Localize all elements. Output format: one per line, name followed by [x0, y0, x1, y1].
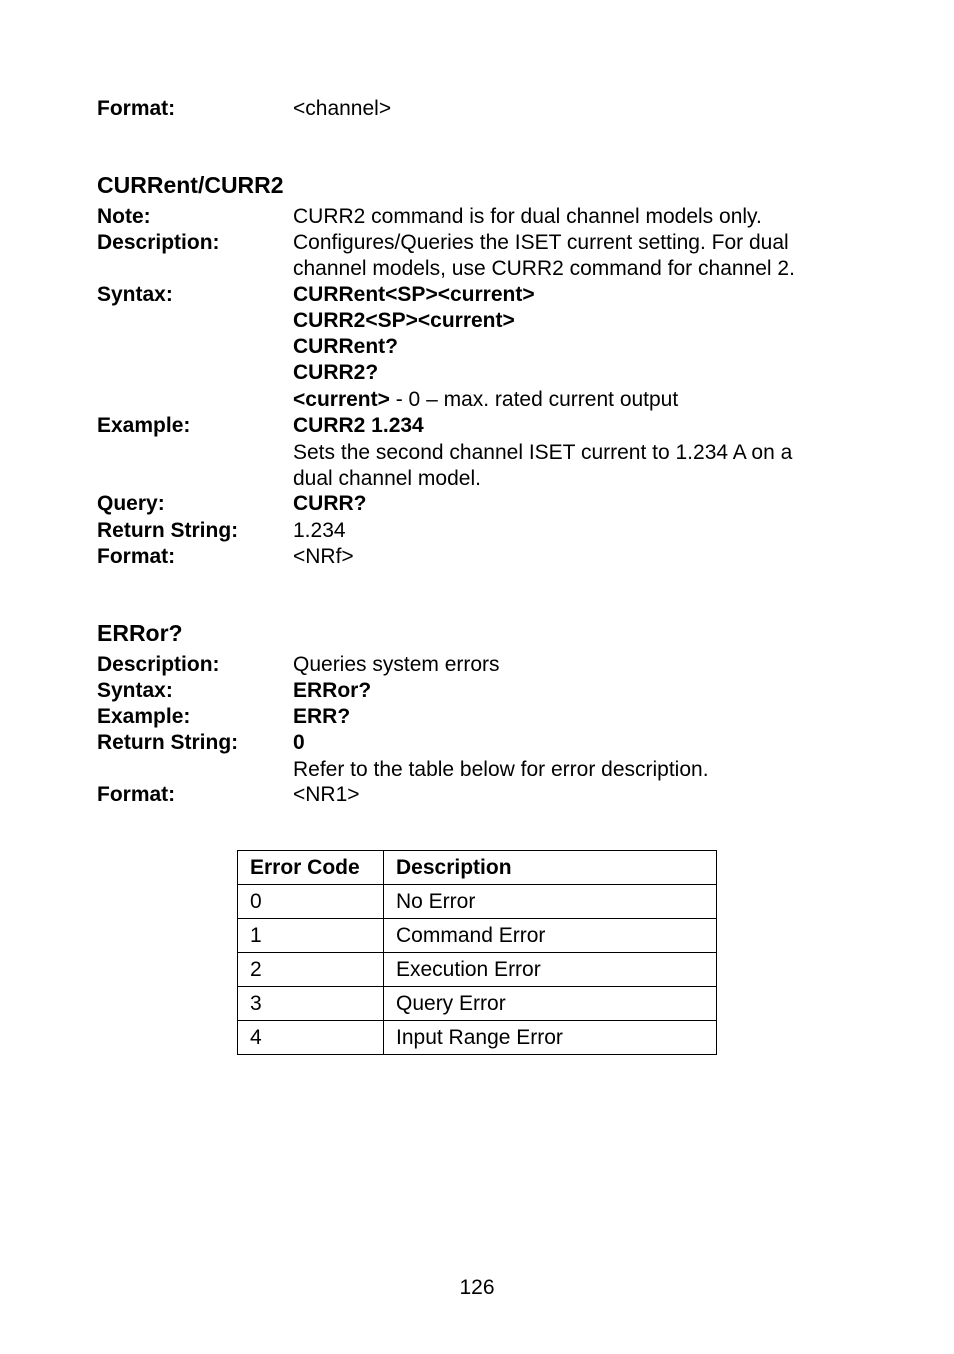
- format-label: Format:: [97, 783, 176, 806]
- description-text-2: channel models, use CURR2 command for channel 2.: [293, 257, 795, 280]
- table-header-row: [238, 851, 717, 885]
- return-string-label: Return String:: [97, 519, 239, 542]
- description-row-2: [97, 256, 877, 282]
- example-command: CURR2 1.234: [293, 414, 424, 437]
- query-row: [97, 491, 877, 517]
- error-description-cell: Query Error: [384, 987, 717, 1021]
- example-row: [97, 704, 877, 730]
- note-text: CURR2 command is for dual channel models only.: [293, 205, 762, 228]
- example-row: [97, 413, 877, 439]
- error-code-cell: 1: [238, 919, 384, 953]
- syntax-label: Syntax:: [97, 283, 173, 306]
- example-description-2: dual channel model.: [293, 467, 481, 490]
- parameter-description: - 0 – max. rated current output: [389, 388, 679, 411]
- note-row: [97, 204, 877, 230]
- syntax-command: CURR2?: [293, 361, 379, 384]
- format-value: <NRf>: [293, 545, 354, 568]
- column-header-description: Description: [384, 851, 717, 885]
- description-label: Description:: [97, 231, 220, 254]
- syntax-command: CURRent?: [293, 335, 398, 358]
- example-description-row: [97, 440, 877, 466]
- description-row: [97, 652, 877, 678]
- error-description-cell: No Error: [384, 885, 717, 919]
- syntax-row: [97, 678, 877, 704]
- syntax-row: [97, 334, 877, 360]
- error-description-cell: Input Range Error: [384, 1021, 717, 1055]
- format-value: <channel>: [293, 97, 392, 120]
- return-string-note: Refer to the table below for error description.: [293, 758, 709, 781]
- parameter-row: [97, 387, 877, 413]
- format-label: Format:: [97, 545, 176, 568]
- page-number: 126: [459, 1276, 495, 1299]
- description-text-1: Configures/Queries the ISET current setting. For dual: [293, 231, 789, 254]
- syntax-command: CURR2<SP><current>: [293, 309, 515, 332]
- return-string-label: Return String:: [97, 731, 239, 754]
- section-title-current: CURRent/CURR2: [97, 172, 284, 198]
- syntax-row: [97, 360, 877, 386]
- syntax-label: Syntax:: [97, 679, 173, 702]
- error-code-cell: 4: [238, 1021, 384, 1055]
- example-description-1: Sets the second channel ISET current to 1.234 A on a: [293, 441, 793, 464]
- return-string-value: 0: [293, 731, 305, 754]
- error-description-cell: Command Error: [384, 919, 717, 953]
- format-value: <NR1>: [293, 783, 360, 806]
- return-string-row: [97, 730, 877, 756]
- parameter-name: <current>: [293, 388, 390, 411]
- table-row: [238, 885, 717, 919]
- format-label: Format:: [97, 97, 176, 120]
- syntax-row: [97, 282, 877, 308]
- error-code-cell: 2: [238, 953, 384, 987]
- error-code-cell: 0: [238, 885, 384, 919]
- syntax-row: [97, 308, 877, 334]
- error-description-cell: Execution Error: [384, 953, 717, 987]
- query-label: Query:: [97, 492, 165, 515]
- error-code-table: [237, 850, 717, 1055]
- table-row: [238, 953, 717, 987]
- query-command: CURR?: [293, 492, 367, 515]
- example-command: ERR?: [293, 705, 351, 728]
- return-note-row: [97, 757, 877, 783]
- note-label: Note:: [97, 205, 151, 228]
- table-row: [238, 1021, 717, 1055]
- example-description-row: [97, 466, 877, 492]
- return-string-value: 1.234: [293, 519, 346, 542]
- syntax-command: CURRent<SP><current>: [293, 283, 535, 306]
- description-text: Queries system errors: [293, 653, 500, 676]
- format-row: [97, 544, 877, 570]
- column-header-error-code: Error Code: [238, 851, 384, 885]
- syntax-command: ERRor?: [293, 679, 372, 702]
- format-row: [97, 96, 877, 122]
- parameter-definition: [293, 387, 678, 413]
- description-row: [97, 230, 877, 256]
- description-label: Description:: [97, 653, 220, 676]
- example-label: Example:: [97, 705, 191, 728]
- table-row: [238, 919, 717, 953]
- return-string-row: [97, 518, 877, 544]
- error-code-cell: 3: [238, 987, 384, 1021]
- table-row: [238, 987, 717, 1021]
- example-label: Example:: [97, 414, 191, 437]
- section-title-error: ERRor?: [97, 620, 183, 646]
- format-row: [97, 782, 877, 808]
